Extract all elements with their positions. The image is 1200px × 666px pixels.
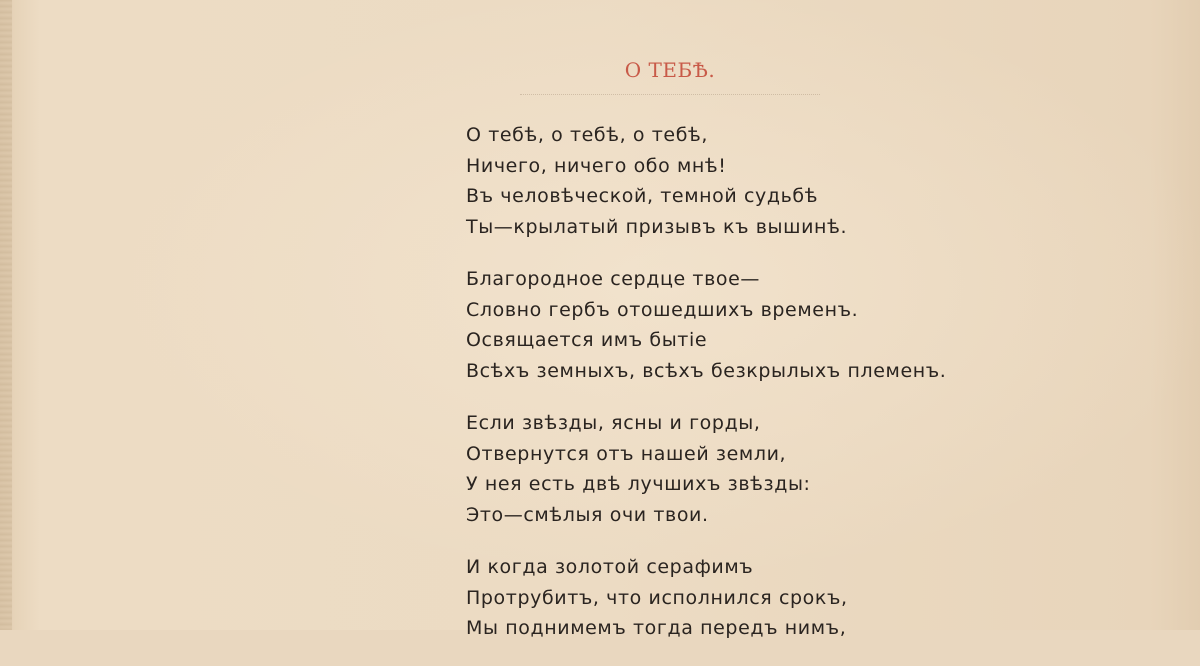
stanza-2 [466, 264, 1026, 386]
poem-line: Словно гербъ отошедшихъ временъ. [466, 298, 859, 321]
page-edge [0, 0, 12, 630]
poem-line: И когда золотой серафимъ [466, 556, 754, 578]
poem-line: Всѣхъ земныхъ, всѣхъ безкрылыхъ племенъ. [466, 359, 947, 382]
poem-line: Освящается имъ бытіе [466, 329, 708, 351]
poem-line: Ничего, ничего обо мнѣ! [466, 154, 727, 177]
poem-line: Мы поднимемъ тогда передъ нимъ, [466, 617, 847, 639]
poem-line: Если звѣзды, ясны и горды, [466, 412, 761, 434]
title-divider [520, 94, 820, 95]
poem-line: Ты—крылатый призывъ къ вышинѣ. [466, 215, 848, 238]
stanza-1 [466, 120, 1026, 242]
poem-line: Протрубитъ, что исполнился срокъ, [466, 586, 848, 609]
poem-body [466, 120, 1026, 666]
poem-title: О ТЕБѢ. [624, 58, 716, 82]
poem-line: У нея есть двѣ лучшихъ звѣзды: [466, 473, 811, 495]
poem-line: Отвернутся отъ нашей земли, [466, 442, 787, 465]
poem-line: Въ человѣческой, темной судьбѣ [466, 185, 819, 207]
poem-line: О тебѣ, о тебѣ, о тебѣ, [466, 124, 709, 146]
stanza-3 [466, 408, 1026, 530]
poem-line: Благородное сердце твое— [466, 268, 761, 290]
poem-line: Это—смѣлыя очи твои. [466, 503, 709, 526]
